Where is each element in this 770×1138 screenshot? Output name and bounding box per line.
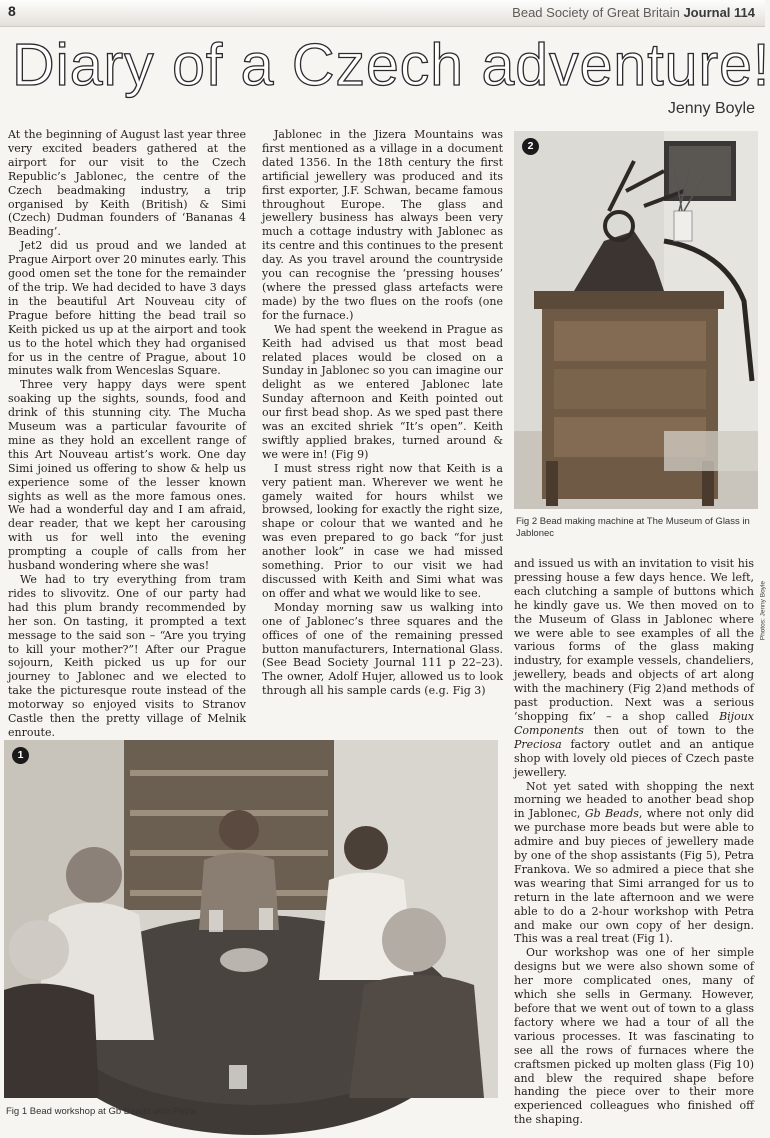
journal-heading: [512, 5, 755, 20]
paragraph: Our workshop was one of her simple designs but we were also shown some of her more complicated ones, many of which she sells in Germany. However, before that we went out of town to a glass factory where we had a tour of all the various processes. It was fascinating to see all the rows of furnaces where the craftsmen picked up molten glass (Fig 10) and blew the required shape before handing the piece over to their more experienced colleagues who finished off the shaping.: [514, 946, 754, 1127]
bead-machine-illustration: [514, 131, 758, 509]
journal-issue: Journal 114: [683, 5, 755, 20]
photo-credit: Photos: Jenny Boyle: [759, 581, 766, 641]
paragraph: Jablonec in the Jizera Mountains was first mentioned as a village in a document dated 1356. In the 18th century the first artificial jewellery was produced and its first exporter, J.F. Schwan, became famous throughout Europe. The glass and jewellery business has always been very much a cottage industry with Jablonec as its centre and this continues to the present day. As you travel around the countryside you can recognise the ‘pressing houses’ (where the pressed glass artefacts were made) by the two flues on the roofs (one for the furnace.): [262, 128, 504, 322]
figure-1-caption: Fig 1 Bead workshop at Gb Beads with Petra: [6, 1106, 196, 1117]
paragraph: Not yet sated with shopping the next morning we headed to another bead shop in Jablonec, Gb Beads, where not only did we purchase more beads but were able to admire and buy pieces of jewellery made by one of the shop assistants (Fig 5), Petra Frankova. We so admired a piece that she was wearing that Simi arranged for us to return in the late afternoon and we were able to do a 2-hour workshop with Petra and make our own copy of her design. This was a real treat (Fig 1).: [514, 779, 754, 946]
article-author: Jenny Boyle: [667, 100, 755, 117]
figure-1-number-badge: 1: [12, 747, 29, 764]
paragraph: I must stress right now that Keith is a very patient man. Wherever we went he gamely waited for hours whilst we browsed, looking for exactly the right size, shape or colour that we wanted and he was even prepared to go back “for just another look” in case we had missed something. Prior to our visit we had discussed with Keith and Simi what was on offer and what we would like to see.: [262, 461, 503, 600]
text-column-2: [262, 128, 503, 698]
paragraph: Three very happy days were spent soaking up the sights, sounds, food and drink of this stunning city. The Mucha Museum was a particular favourite of mine as they hold an excellent range of this Art Nouveau artist’s work. One day Simi joined us offering to show & help us experience some of the lesser known sights as well as the more famous ones. We had a wonderful day and I am afraid, dear reader, that we kept her carousing with us for well into the evening prompting a couple of calls from her husband wondering where she was!: [8, 378, 246, 573]
paragraph: We had spent the weekend in Prague as Keith had advised us that most bead related places would be closed on a Sunday in Jablonec so you can imagine our delight as we entered Jablonec late Sunday afternoon and Keith pointed out our first bead shop. As we sped past there was an excited shriek “It’s open”. Keith swiftly applied brakes, turned around & we were in! (Fig 9): [262, 322, 503, 461]
paragraph: and issued us with an invitation to visit his pressing house a few days hence. We left, each clutching a sample of buttons which he kindly gave us. We then moved on to the Museum of Glass in Jablonec where we were able to see examples of all the various forms of the glass making industry, for example vessels, chandeliers, jewellery, beads and objects of art along with the machinery (Fig 2)and methods of past production. Next was a serious ‘shopping fix’ – a shop called Bijoux Components then out of town to the Preciosa factory outlet and an antique shop with lovely old pieces of Czech paste jewellery.: [514, 557, 754, 779]
article-title: Diary of a Czech adventure!: [12, 32, 770, 98]
text-column-3: [514, 557, 754, 1127]
figure-2-number-badge: 2: [522, 138, 539, 155]
page-number: 8: [8, 3, 16, 19]
paragraph: Jet2 did us proud and we landed at Prague Airport over 20 minutes early. This good omen set the tone for the remainder of the trip. We had decided to have 3 days in the beautiful Art Nouveau city of Prague before hitting the bead trail so Keith picked us up at the airport and took us to the hotel which they had organised for us in the centre of Prague, about 10 minutes walk from Wenceslas Square.: [8, 239, 246, 378]
workshop-illustration: [4, 740, 498, 1098]
paragraph: We had to try everything from tram rides to slivovitz. One of our party had had this plum brandy recommended by her son. On tasting, it prompted a text message to the said son – “Are you trying to kill your mother?”! After our Prague sojourn, Keith picked us up for our journey to Jablonec and we elected to take the picturesque route instead of the motorway so enjoyed visits to Stranov Castle then the pretty village of Melnik enroute.: [8, 573, 246, 739]
figure-2-caption: Fig 2 Bead making machine at The Museum of Glass in Jablonec: [516, 516, 750, 539]
figure-1-photo: [4, 740, 498, 1098]
paragraph: Monday morning saw us walking into one of Jablonec’s three squares and the offices of one of the remaining pressed button manufacturers, International Glass. (See Bead Society Journal 111 p 22–23). The owner, Adolf Hujer, allowed us to look through all his sample cards (e.g. Fig 3): [262, 600, 503, 698]
journal-name: Bead Society of Great Britain: [512, 5, 680, 20]
paragraph: At the beginning of August last year three very excited beaders gathered at the airport for our visit to the Czech Republic’s Jablonec, the centre of the Czech beadmaking industry, a trip organised by Keith (British) & Simi (Czech) Dudman founders of ‘Bananas 4 Beading’.: [8, 128, 246, 239]
text-column-1: [8, 128, 246, 740]
